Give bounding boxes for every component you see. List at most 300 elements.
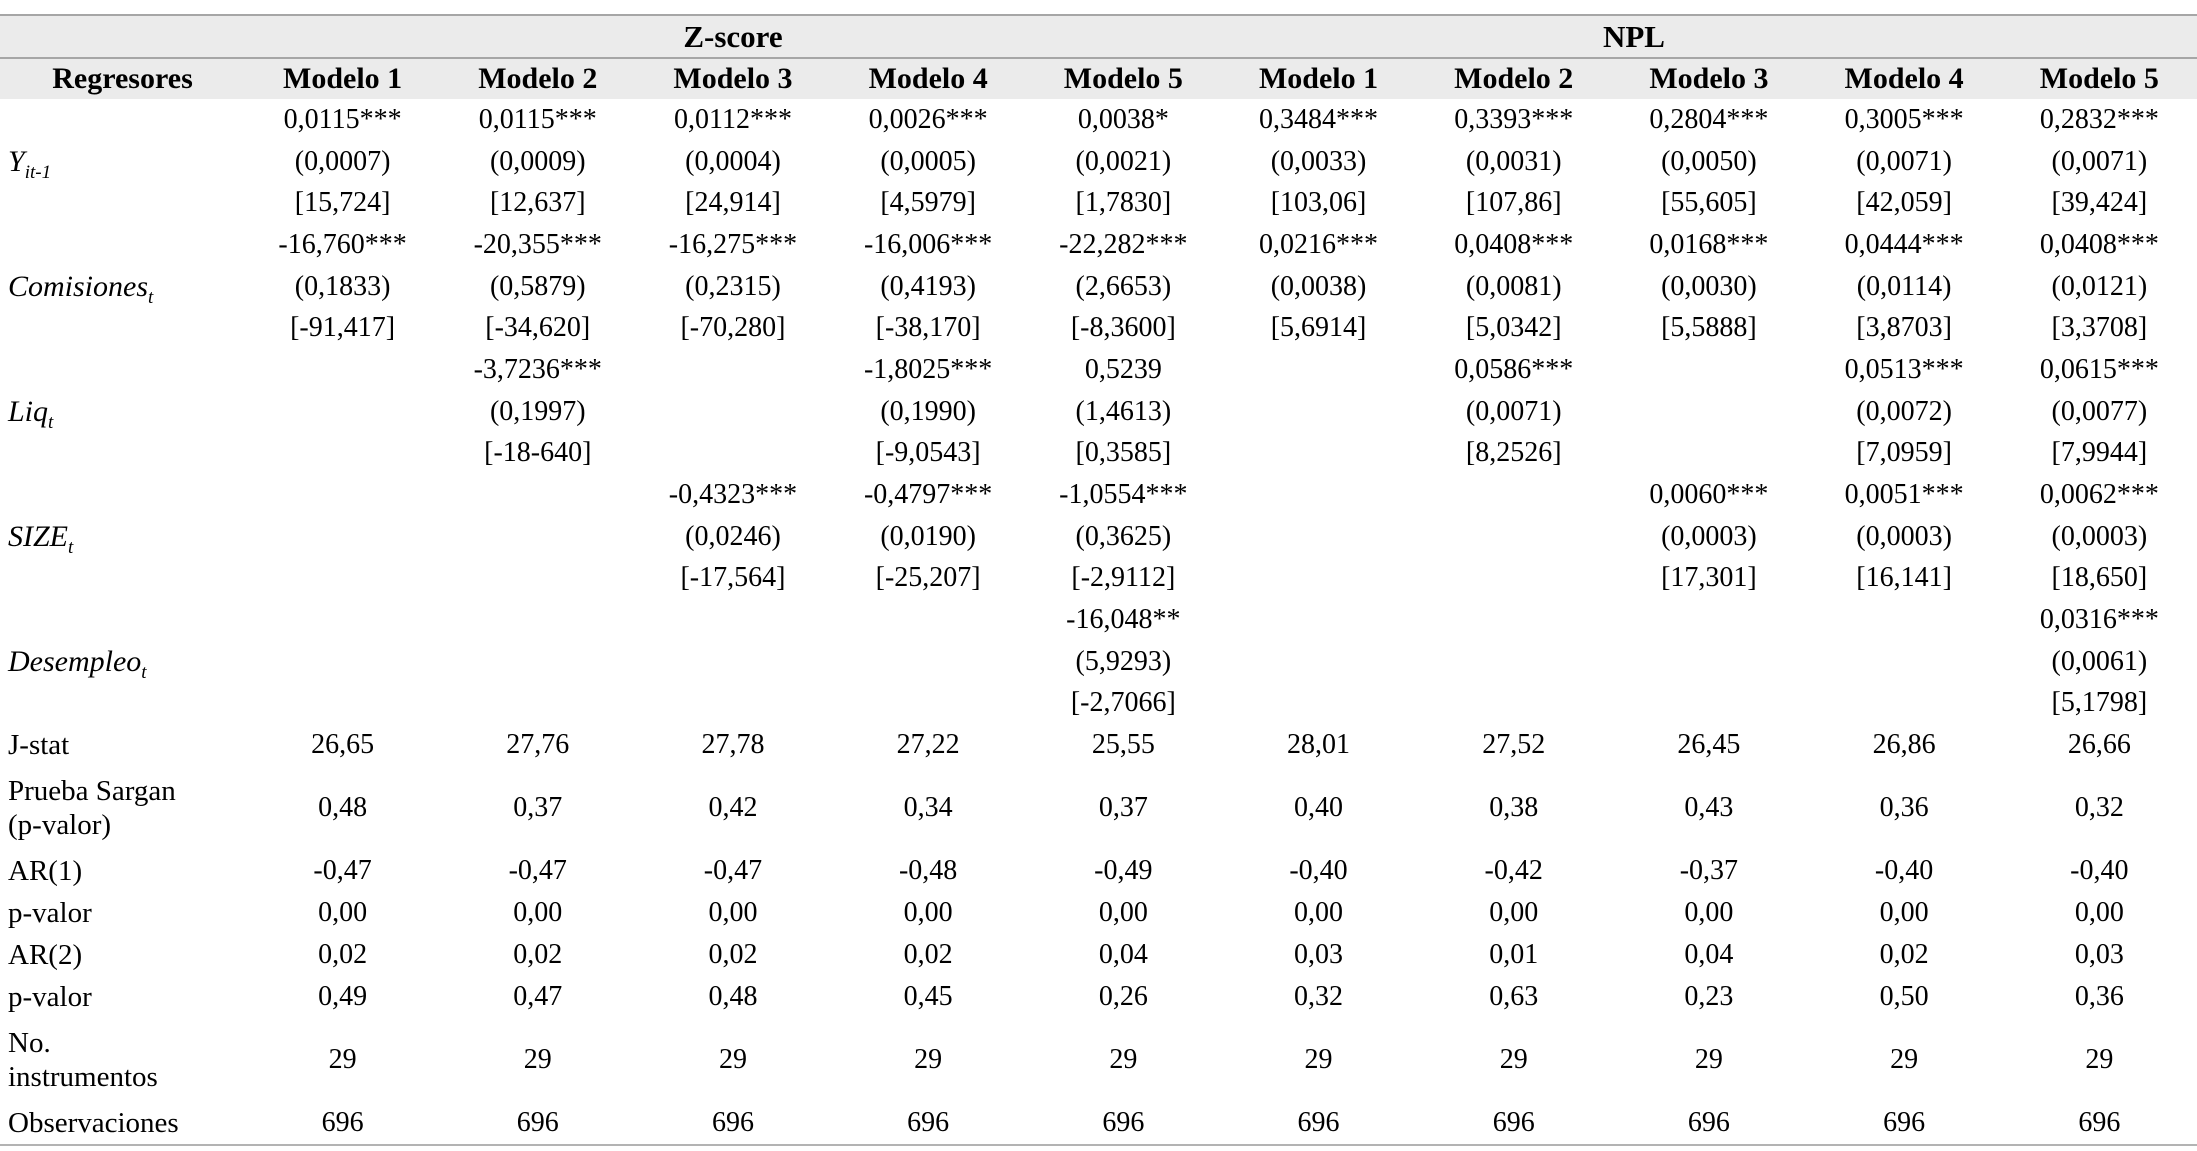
- value-cell: [635, 99, 830, 224]
- t-stat-line: [42,059]: [1856, 187, 1952, 219]
- value-cell: [1026, 99, 1221, 224]
- variable-row: [0, 349, 2197, 474]
- std-error-line: (0,0246): [685, 520, 781, 552]
- std-error-line: [1611, 391, 1806, 433]
- coefficient-line: 0,3005***: [1844, 104, 1964, 136]
- t-stat-line: [5,5888]: [1661, 312, 1757, 344]
- statistic-value-cell: 0,43: [1684, 792, 1734, 823]
- statistic-label-text: J-stat: [8, 728, 70, 761]
- std-error-line: [635, 641, 830, 683]
- std-error-line: [245, 516, 440, 558]
- statistic-value-cell: 696: [1102, 1107, 1145, 1138]
- t-stat-line: [-9,0543]: [875, 437, 981, 469]
- statistic-value-cell: 0,26: [1098, 981, 1148, 1012]
- column-header-model-1-npl: Modelo 1: [1221, 58, 1416, 99]
- t-stat-line: [1807, 682, 2002, 724]
- value-cell: [1221, 349, 1416, 474]
- t-stat-line: [55,605]: [1661, 187, 1757, 219]
- t-stat-line: [0,3585]: [1075, 437, 1172, 469]
- coefficient-line: 0,0112***: [673, 104, 792, 136]
- value-cell: [635, 349, 830, 474]
- statistic-value-cell: 26,45: [1677, 729, 1741, 760]
- column-header-model-4-zscore: Modelo 4: [831, 58, 1026, 99]
- statistic-row: [0, 724, 2197, 766]
- coefficient-line: 0,0408***: [2039, 229, 2159, 261]
- coefficient-line: 0,0408***: [1454, 229, 1574, 261]
- std-error-line: (0,1833): [294, 270, 391, 302]
- statistic-value-cell: 0,48: [708, 981, 758, 1012]
- column-header-model-4-npl: Modelo 4: [1807, 58, 2002, 99]
- std-error-line: (0,0081): [1465, 270, 1562, 302]
- statistic-value-cell: 27,22: [896, 729, 960, 760]
- group-header-zscore: Z-score: [245, 15, 1221, 58]
- t-stat-line: [103,06]: [1270, 187, 1367, 219]
- statistic-row: [0, 1102, 2197, 1145]
- t-stat-line: [-91,417]: [290, 312, 396, 344]
- statistic-label-text: Observaciones: [8, 1106, 179, 1139]
- coefficient-line: 0,3393***: [1454, 104, 1574, 136]
- std-error-line: (0,0031): [1465, 145, 1562, 177]
- statistic-value-cell: 0,01: [1489, 939, 1539, 970]
- t-stat-line: [18,650]: [2051, 562, 2148, 594]
- coefficient-line: 0,0316***: [2039, 604, 2159, 636]
- statistic-value-cell: 696: [516, 1107, 559, 1138]
- variable-name: Comisiones: [8, 269, 149, 303]
- std-error-line: [1416, 641, 1611, 683]
- statistic-value-cell: 696: [1883, 1107, 1926, 1138]
- statistic-label: [0, 766, 245, 850]
- statistic-value-cell: 0,32: [2074, 792, 2124, 823]
- column-header-model-5-zscore: Modelo 5: [1026, 58, 1221, 99]
- std-error-line: (0,0004): [685, 145, 781, 177]
- variable-row: [0, 474, 2197, 599]
- std-error-line: (0,0007): [294, 145, 391, 177]
- value-cell: [831, 349, 1026, 474]
- statistic-value-cell: 0,03: [2074, 939, 2124, 970]
- t-stat-line: [8,2526]: [1465, 437, 1562, 469]
- statistic-value-cell: 0,23: [1684, 981, 1734, 1012]
- coefficient-line: 0,0051***: [1844, 479, 1964, 511]
- t-stat-line: [1221, 432, 1416, 474]
- value-cell: [245, 474, 440, 599]
- value-cell: [1026, 224, 1221, 349]
- variable-subscript: t: [68, 536, 74, 558]
- statistic-label: [0, 976, 245, 1018]
- statistic-value-cell: 0,00: [903, 897, 953, 928]
- std-error-line: [1611, 641, 1806, 683]
- variable-name: SIZE: [8, 519, 68, 553]
- coefficient-line: 0,2804***: [1649, 104, 1769, 136]
- t-stat-line: [-18-640]: [484, 437, 592, 469]
- t-stat-line: [7,0959]: [1856, 437, 1952, 469]
- std-error-line: [245, 391, 440, 433]
- std-error-line: (0,0061): [2051, 645, 2148, 677]
- variable-name: Desempleo: [8, 644, 142, 678]
- statistic-value-cell: 696: [1687, 1107, 1730, 1138]
- value-cell: [1221, 474, 1416, 599]
- coefficient-line: -3,7236***: [473, 354, 602, 386]
- statistic-value-cell: 696: [1492, 1107, 1535, 1138]
- value-cell: [831, 474, 1026, 599]
- statistic-value-cell: 0,42: [708, 792, 758, 823]
- value-cell: [245, 224, 440, 349]
- coefficient-line: 0,0062***: [2039, 479, 2159, 511]
- statistic-value-cell: 0,04: [1098, 939, 1148, 970]
- t-stat-line: [1416, 682, 1611, 724]
- t-stat-line: [440, 557, 635, 599]
- group-header-npl: NPL: [1221, 15, 2197, 58]
- statistic-row: [0, 766, 2197, 850]
- coefficient-line: [245, 349, 440, 391]
- value-cell: [1416, 349, 1611, 474]
- std-error-line: (0,0003): [1856, 520, 1952, 552]
- statistic-value-cell: 27,52: [1482, 729, 1546, 760]
- value-cell: [245, 99, 440, 224]
- t-stat-line: [12,637]: [489, 187, 586, 219]
- std-error-line: (0,2315): [685, 270, 781, 302]
- std-error-line: [1807, 641, 2002, 683]
- value-cell: [635, 599, 830, 724]
- t-stat-line: [1,7830]: [1075, 187, 1172, 219]
- value-cell: [1416, 599, 1611, 724]
- statistic-value-cell: 0,63: [1489, 981, 1539, 1012]
- t-stat-line: [245, 557, 440, 599]
- value-cell: [831, 99, 1026, 224]
- t-stat-line: [-2,9112]: [1071, 562, 1176, 594]
- std-error-line: (0,0009): [489, 145, 586, 177]
- value-cell: [1807, 599, 2002, 724]
- statistic-row: [0, 976, 2197, 1018]
- statistic-value-cell: 0,00: [513, 897, 563, 928]
- statistic-value-cell: -0,47: [508, 855, 567, 886]
- value-cell: [1026, 349, 1221, 474]
- std-error-line: [1221, 641, 1416, 683]
- std-error-line: (0,0077): [2051, 395, 2148, 427]
- value-cell: [245, 599, 440, 724]
- coefficient-line: -0,4323***: [668, 479, 798, 511]
- std-error-line: [1221, 516, 1416, 558]
- t-stat-line: [4,5979]: [880, 187, 976, 219]
- statistic-label: [0, 1018, 245, 1102]
- coefficient-line: 0,0060***: [1649, 479, 1769, 511]
- value-cell: [1611, 349, 1806, 474]
- coefficient-line: [1611, 349, 1806, 391]
- value-cell: [1026, 599, 1221, 724]
- statistic-row: [0, 1018, 2197, 1102]
- statistic-value-cell: 0,38: [1489, 792, 1539, 823]
- std-error-line: (0,0071): [2051, 145, 2148, 177]
- group-header-row: [0, 15, 2197, 58]
- statistic-value-cell: -0,40: [1289, 855, 1348, 886]
- std-error-line: (0,1990): [880, 395, 976, 427]
- coefficient-line: [1221, 349, 1416, 391]
- value-cell: [831, 224, 1026, 349]
- std-error-line: (0,0021): [1075, 145, 1172, 177]
- value-cell: [1221, 224, 1416, 349]
- statistic-value-cell: 0,37: [513, 792, 563, 823]
- statistic-value-cell: -0,48: [898, 855, 958, 886]
- statistic-value-cell: 0,47: [513, 981, 563, 1012]
- statistic-value-cell: 29: [914, 1044, 943, 1075]
- variable-label: [0, 349, 245, 474]
- coefficient-line: 0,0216***: [1259, 229, 1379, 261]
- coefficient-line: -20,355***: [473, 229, 602, 261]
- value-cell: [1807, 474, 2002, 599]
- variable-label: [0, 99, 245, 224]
- t-stat-line: [-34,620]: [485, 312, 591, 344]
- coefficient-line: 0,0026***: [868, 104, 988, 136]
- value-cell: [831, 599, 1026, 724]
- statistic-label: [0, 934, 245, 976]
- statistic-value-cell: 0,34: [903, 792, 953, 823]
- coefficient-line: [1611, 599, 1806, 641]
- std-error-line: (0,0033): [1270, 145, 1367, 177]
- variable-label: [0, 599, 245, 724]
- t-stat-line: [-25,207]: [875, 562, 981, 594]
- t-stat-line: [16,141]: [1856, 562, 1952, 594]
- coefficient-line: [1221, 599, 1416, 641]
- coefficient-line: -16,760***: [278, 229, 407, 261]
- statistic-value-cell: 26,65: [311, 729, 375, 760]
- value-cell: [1807, 224, 2002, 349]
- statistic-label-text: p-valor: [8, 896, 92, 929]
- statistic-label: [0, 892, 245, 934]
- t-stat-line: [1221, 682, 1416, 724]
- coefficient-line: [245, 474, 440, 516]
- std-error-line: [440, 516, 635, 558]
- std-error-line: (0,4193): [880, 270, 976, 302]
- std-error-line: [1416, 516, 1611, 558]
- variable-name: Y: [8, 144, 25, 178]
- coefficient-line: -22,282***: [1059, 229, 1188, 261]
- value-cell: [1611, 599, 1806, 724]
- coefficient-line: [440, 474, 635, 516]
- value-cell: [1611, 99, 1806, 224]
- value-cell: [440, 599, 635, 724]
- coefficient-line: 0,0586***: [1454, 354, 1574, 386]
- statistic-value-cell: 29: [1499, 1044, 1528, 1075]
- coefficient-line: -16,006***: [863, 229, 993, 261]
- statistic-label-text: AR(1): [8, 854, 83, 887]
- column-header-row: [0, 58, 2197, 99]
- variable-subscript: t: [148, 286, 154, 308]
- statistic-value-cell: 29: [718, 1044, 747, 1075]
- value-cell: [1611, 224, 1806, 349]
- std-error-line: (0,0005): [880, 145, 976, 177]
- t-stat-line: [3,3708]: [2051, 312, 2148, 344]
- variable-row: [0, 99, 2197, 224]
- std-error-line: [440, 641, 635, 683]
- std-error-line: (0,0121): [2051, 270, 2148, 302]
- statistic-value-cell: 28,01: [1287, 729, 1351, 760]
- variable-row: [0, 224, 2197, 349]
- statistic-value-cell: 25,55: [1091, 729, 1155, 760]
- statistic-value-cell: 29: [523, 1044, 552, 1075]
- statistic-value-cell: 696: [711, 1107, 754, 1138]
- coefficient-line: [245, 599, 440, 641]
- std-error-line: (0,0072): [1856, 395, 1952, 427]
- coefficient-line: [1221, 474, 1416, 516]
- statistic-value-cell: 29: [1109, 1044, 1138, 1075]
- statistic-value-cell: 27,76: [506, 729, 570, 760]
- t-stat-line: [5,6914]: [1270, 312, 1367, 344]
- statistic-value-cell: 0,00: [708, 897, 758, 928]
- statistic-value-cell: 29: [2085, 1044, 2114, 1075]
- t-stat-line: [5,0342]: [1465, 312, 1562, 344]
- t-stat-line: [831, 682, 1026, 724]
- value-cell: [1416, 224, 1611, 349]
- statistic-value-cell: 0,49: [318, 981, 368, 1012]
- value-cell: [1807, 349, 2002, 474]
- statistic-label-text: AR(2): [8, 938, 83, 971]
- statistic-value-cell: 0,00: [1489, 897, 1539, 928]
- value-cell: [440, 474, 635, 599]
- coefficient-line: [635, 599, 830, 641]
- coefficient-line: 0,3484***: [1259, 104, 1379, 136]
- statistic-value-cell: 26,66: [2067, 729, 2131, 760]
- statistic-value-cell: 29: [1694, 1044, 1723, 1075]
- statistic-value-cell: 696: [2078, 1107, 2121, 1138]
- variable-subscript: it-1: [24, 161, 52, 183]
- coefficient-line: [635, 349, 830, 391]
- value-cell: [635, 224, 830, 349]
- t-stat-line: [440, 682, 635, 724]
- coefficient-line: -1,8025***: [863, 354, 993, 386]
- t-stat-line: [1416, 557, 1611, 599]
- column-header-model-1-zscore: Modelo 1: [245, 58, 440, 99]
- statistic-value-cell: 0,36: [2074, 981, 2124, 1012]
- coefficient-line: 0,0615***: [2039, 354, 2159, 386]
- coefficient-line: 0,0168***: [1649, 229, 1769, 261]
- statistic-value-cell: 29: [1890, 1044, 1919, 1075]
- t-stat-line: [-8,3600]: [1070, 312, 1176, 344]
- statistic-value-cell: 696: [321, 1107, 364, 1138]
- column-header-regresores: Regresores: [0, 58, 245, 99]
- variable-subscript: t: [141, 661, 147, 683]
- variable-label: [0, 474, 245, 599]
- statistic-value-cell: 696: [907, 1107, 950, 1138]
- statistic-label: [0, 1102, 245, 1145]
- std-error-line: [245, 641, 440, 683]
- column-header-model-5-npl: Modelo 5: [2002, 58, 2197, 99]
- t-stat-line: [-70,280]: [680, 312, 786, 344]
- value-cell: [1416, 474, 1611, 599]
- std-error-line: (0,3625): [1075, 520, 1172, 552]
- statistic-value-cell: 29: [1304, 1044, 1333, 1075]
- std-error-line: [831, 641, 1026, 683]
- coefficient-line: -0,4797***: [863, 479, 993, 511]
- value-cell: [1416, 99, 1611, 224]
- coefficient-line: 0,0513***: [1844, 354, 1964, 386]
- statistic-value-cell: 0,50: [1879, 981, 1929, 1012]
- std-error-line: (0,0190): [880, 520, 976, 552]
- variable-row: [0, 599, 2197, 724]
- t-stat-line: [-2,7066]: [1070, 687, 1176, 719]
- value-cell: [2002, 99, 2197, 224]
- column-header-model-3-zscore: Modelo 3: [635, 58, 830, 99]
- coefficient-line: -16,275***: [668, 229, 798, 261]
- value-cell: [440, 224, 635, 349]
- statistic-value-cell: 0,04: [1684, 939, 1734, 970]
- value-cell: [440, 349, 635, 474]
- t-stat-line: [-38,170]: [875, 312, 981, 344]
- coefficient-line: 0,0444***: [1844, 229, 1964, 261]
- statistic-value-cell: 0,00: [1294, 897, 1344, 928]
- value-cell: [635, 474, 830, 599]
- statistic-value-cell: 26,86: [1872, 729, 1936, 760]
- statistic-label-text: No. instrumentos: [8, 1026, 158, 1093]
- t-stat-line: [5,1798]: [2051, 687, 2148, 719]
- t-stat-line: [245, 682, 440, 724]
- statistic-value-cell: 0,02: [513, 939, 563, 970]
- value-cell: [1026, 474, 1221, 599]
- t-stat-line: [39,424]: [2051, 187, 2148, 219]
- statistic-value-cell: 0,36: [1879, 792, 1929, 823]
- variable-subscript: t: [48, 411, 54, 433]
- std-error-line: (0,0071): [1856, 145, 1952, 177]
- coefficient-line: -16,048**: [1066, 604, 1181, 636]
- statistic-label: [0, 850, 245, 892]
- coefficient-line: [1416, 474, 1611, 516]
- statistic-value-cell: 27,78: [701, 729, 765, 760]
- std-error-line: (0,0050): [1661, 145, 1757, 177]
- statistic-value-cell: 0,00: [2074, 897, 2124, 928]
- t-stat-line: [-17,564]: [680, 562, 786, 594]
- statistic-value-cell: 29: [328, 1044, 357, 1075]
- std-error-line: (2,6653): [1075, 270, 1172, 302]
- statistic-value-cell: 0,02: [318, 939, 368, 970]
- value-cell: [440, 99, 635, 224]
- value-cell: [1221, 99, 1416, 224]
- t-stat-line: [15,724]: [294, 187, 391, 219]
- t-stat-line: [635, 682, 830, 724]
- statistic-value-cell: 0,02: [708, 939, 758, 970]
- t-stat-line: [17,301]: [1661, 562, 1757, 594]
- value-cell: [2002, 599, 2197, 724]
- std-error-line: (0,0071): [1465, 395, 1562, 427]
- statistic-value-cell: 0,37: [1098, 792, 1148, 823]
- statistic-value-cell: 0,03: [1294, 939, 1344, 970]
- std-error-line: [1221, 391, 1416, 433]
- statistic-value-cell: 0,02: [1879, 939, 1929, 970]
- value-cell: [1807, 99, 2002, 224]
- statistic-label: [0, 724, 245, 766]
- statistic-value-cell: 0,00: [1879, 897, 1929, 928]
- statistic-value-cell: -0,42: [1484, 855, 1543, 886]
- std-error-line: (0,0114): [1856, 270, 1952, 302]
- group-header-spacer: [0, 15, 245, 58]
- coefficient-line: 0,0115***: [283, 104, 402, 136]
- std-error-line: (0,0030): [1661, 270, 1757, 302]
- coefficient-line: -1,0554***: [1059, 479, 1188, 511]
- coefficient-line: 0,2832***: [2039, 104, 2159, 136]
- statistic-row: [0, 892, 2197, 934]
- statistic-value-cell: 0,02: [903, 939, 953, 970]
- statistic-value-cell: 0,32: [1294, 981, 1344, 1012]
- t-stat-line: [1221, 557, 1416, 599]
- std-error-line: [635, 391, 830, 433]
- coefficient-line: 0,0115***: [478, 104, 597, 136]
- std-error-line: (0,0003): [2051, 520, 2148, 552]
- statistic-value-cell: -0,37: [1679, 855, 1739, 886]
- t-stat-line: [107,86]: [1465, 187, 1562, 219]
- statistic-row: [0, 850, 2197, 892]
- statistic-value-cell: 0,00: [1098, 897, 1148, 928]
- coefficient-line: [831, 599, 1026, 641]
- value-cell: [245, 349, 440, 474]
- regression-results-table: [0, 14, 2197, 1146]
- statistic-value-cell: 0,48: [318, 792, 368, 823]
